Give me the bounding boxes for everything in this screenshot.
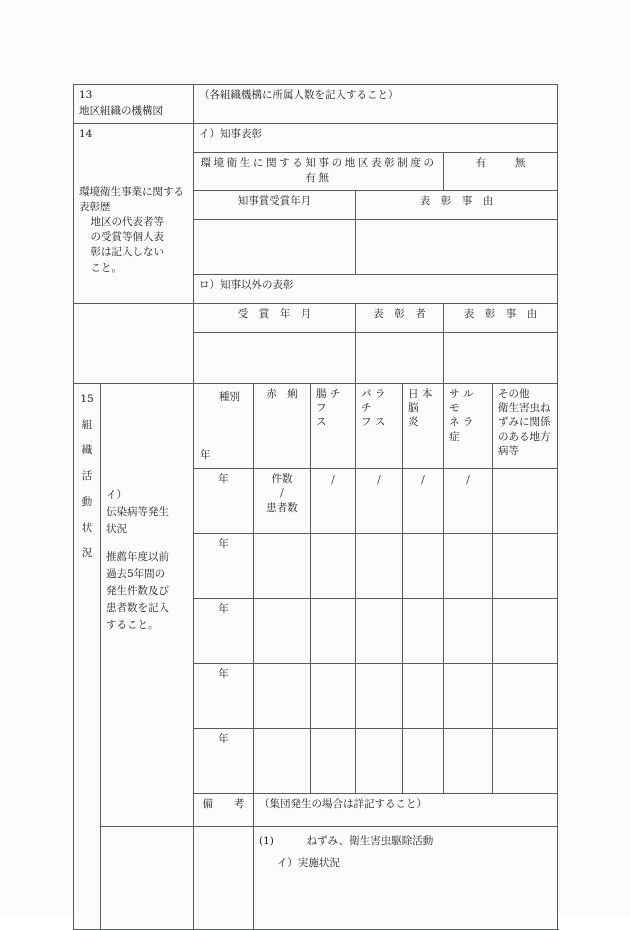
- disease-column-header-paratyphoid: [356, 384, 403, 469]
- subsection-15-i-instr-1: 推薦年度以前: [106, 551, 169, 564]
- item-1-sub-label: イ）実施状況: [276, 857, 340, 870]
- subsection-15-i-instr-4: 患者数を記入: [106, 601, 169, 614]
- section-15-vchar-0: 組: [81, 418, 93, 431]
- row-item-1: [74, 827, 558, 930]
- disease-row-5-other[interactable]: [493, 729, 558, 794]
- row-section-15-disease-header: [74, 384, 558, 469]
- section-14-title: 環境衛生事業に関する表彰歴: [79, 185, 184, 213]
- other-award-reason-header-text: 表 彰 事 由: [463, 308, 538, 320]
- section-15-vchar-3: 動: [81, 495, 93, 508]
- disease-row-4-year[interactable]: [194, 664, 254, 729]
- award-system-question-cell: [194, 152, 444, 191]
- disease-row-1-sekiri-cases-label: 件数: [271, 473, 293, 485]
- other-award-giver-header-text: 表 彰 者: [373, 308, 426, 320]
- other-award-reason-header: [444, 304, 558, 333]
- disease-row-5-typhoid[interactable]: [311, 729, 356, 794]
- disease-row-1-salmonella-divider: /: [466, 473, 470, 486]
- section-15-vertical-label-lower: [101, 827, 194, 930]
- other-award-giver-input[interactable]: [356, 333, 444, 384]
- disease-row-1-sekiri[interactable]: [254, 469, 311, 534]
- section-15-vertical-label: [74, 384, 101, 930]
- disease-row-1-salmonella[interactable]: [444, 469, 493, 534]
- governor-award-reason-input[interactable]: [356, 220, 558, 275]
- disease-row-5-paratyphoid[interactable]: [356, 729, 403, 794]
- disease-row-4-typhoid[interactable]: [311, 664, 356, 729]
- section-14-note-line-2: の受賞等個人表: [90, 231, 165, 244]
- answer-yes-option[interactable]: 有: [475, 156, 487, 169]
- answer-no-option[interactable]: 無: [514, 156, 526, 169]
- disease-row-2-salmonella[interactable]: [444, 534, 493, 599]
- other-award-reason-input[interactable]: [444, 333, 558, 384]
- section-15-vchar-2: 活: [81, 470, 93, 483]
- remarks-instruction: （集団発生の場合は詳記すること）: [259, 798, 427, 810]
- disease-column-header-typhoid: [311, 384, 356, 469]
- section-15-vertical-text: [79, 387, 95, 567]
- other-award-date-header-text: 受 賞 年 月: [237, 308, 312, 320]
- disease-column-header-encephalitis: [403, 384, 444, 469]
- disease-column-header-paratyphoid-line-1: パ ラ チ: [361, 388, 386, 415]
- subsection-15-i-instr-2: 過去5年間の: [106, 568, 166, 581]
- row-section-13: [74, 85, 558, 124]
- disease-row-5-salmonella[interactable]: [444, 729, 493, 794]
- disease-row-3-sekiri[interactable]: [254, 599, 311, 664]
- disease-column-header-encephalitis-line-1: 日 本 脳: [408, 388, 433, 415]
- disease-row-2-other[interactable]: [493, 534, 558, 599]
- subsection-ro-label: ロ）知事以外の表彰: [199, 279, 294, 291]
- other-award-date-input[interactable]: [194, 333, 356, 384]
- disease-table-corner-year-label: 年: [200, 449, 211, 462]
- section-14-note-line-4: こと。: [90, 261, 123, 274]
- subsection-15-i-label: イ）: [106, 489, 127, 501]
- disease-row-2-sekiri[interactable]: [254, 534, 311, 599]
- disease-row-4-salmonella[interactable]: [444, 664, 493, 729]
- section-13-number: 13: [79, 89, 93, 101]
- disease-row-2-year-label: 年: [218, 538, 229, 550]
- item-1-title: ねずみ、衛生害虫駆除活動: [306, 835, 434, 847]
- disease-column-header-other-line-2: 衛生害虫ね: [498, 402, 551, 415]
- subsection-ro-label-cell: [194, 275, 558, 304]
- governor-award-date-header-text: 知事賞受賞年月: [237, 195, 312, 207]
- disease-row-3-typhoid[interactable]: [311, 599, 356, 664]
- item-1-content-cell: [254, 827, 558, 930]
- disease-row-5-encephalitis[interactable]: [403, 729, 444, 794]
- other-award-giver-header: [356, 304, 444, 333]
- disease-row-1-year[interactable]: [194, 469, 254, 534]
- disease-table-corner-cell: [194, 384, 254, 469]
- disease-column-header-sekiri-text: 赤 痢: [266, 388, 298, 400]
- subsection-15-i-description: [101, 384, 194, 827]
- form-table: [73, 84, 558, 930]
- disease-column-header-salmonella-line-1: サ ル モ: [449, 388, 474, 415]
- disease-row-2-encephalitis[interactable]: [403, 534, 444, 599]
- section-15-vchar-5: 況: [81, 547, 93, 560]
- award-system-question: 環境衛生に関する知事の地区表彰制度の有無: [200, 156, 437, 185]
- section-13-instruction-cell: [194, 85, 558, 124]
- governor-award-date-input[interactable]: [194, 220, 356, 275]
- disease-row-1-typhoid-divider: /: [331, 473, 335, 486]
- disease-row-3-year-label: 年: [218, 603, 229, 615]
- section-13-instruction: （各組織機構に所属人数を記入すること）: [199, 89, 399, 101]
- disease-row-3-paratyphoid[interactable]: [356, 599, 403, 664]
- section-13-label: [74, 85, 194, 124]
- governor-award-date-header: [194, 191, 356, 220]
- governor-award-reason-header: [356, 191, 558, 220]
- disease-row-3-salmonella[interactable]: [444, 599, 493, 664]
- section-15-vchar-1: 織: [81, 444, 93, 457]
- disease-column-header-other-line-1: その他: [498, 388, 530, 400]
- item-1-number: (1): [259, 835, 274, 847]
- section-15-number: 15: [80, 393, 94, 405]
- disease-row-1-encephalitis-divider: /: [421, 473, 425, 486]
- remarks-label: 備 考: [202, 798, 245, 810]
- disease-column-header-other-line-3: ずみに関係: [498, 416, 551, 429]
- disease-row-1-encephalitis[interactable]: [403, 469, 444, 534]
- disease-row-4-other[interactable]: [493, 664, 558, 729]
- subsection-15-i-instr-5: すること。: [106, 618, 159, 631]
- disease-column-header-paratyphoid-line-2: フ ス: [361, 416, 386, 429]
- section-14-note-line-1: 地区の代表者等: [90, 215, 165, 228]
- subsection-15-i-instr-3: 発生件数及び: [106, 584, 169, 597]
- disease-row-1-sekiri-patients-label: 患者数: [266, 502, 298, 515]
- section-13-title: 地区組織の機構図: [79, 104, 163, 117]
- disease-row-1-paratyphoid[interactable]: [356, 469, 403, 534]
- disease-row-2-typhoid[interactable]: [311, 534, 356, 599]
- subsection-15-i-title-2: 状況: [106, 522, 127, 535]
- disease-row-1-paratyphoid-divider: /: [377, 473, 381, 486]
- row-section-14-i-label: [74, 123, 558, 152]
- award-system-answer-cell[interactable]: [444, 152, 558, 191]
- subsection-i-label: イ）知事表彰: [199, 127, 262, 140]
- disease-column-header-typhoid-line-2: ス: [316, 416, 327, 429]
- governor-award-reason-header-text: 表 彰 事 由: [419, 195, 494, 207]
- disease-row-1-year-label: 年: [218, 473, 229, 485]
- disease-row-2-year[interactable]: [194, 534, 254, 599]
- disease-row-1-typhoid[interactable]: [311, 469, 356, 534]
- disease-row-5-sekiri[interactable]: [254, 729, 311, 794]
- disease-column-header-salmonella: [444, 384, 493, 469]
- disease-row-3-year[interactable]: [194, 599, 254, 664]
- disease-row-3-encephalitis[interactable]: [403, 599, 444, 664]
- subsection-15-i-spacer: [106, 537, 188, 549]
- row-other-award-headers: [74, 304, 558, 333]
- section-14-note-line-3: 彰は記入しない: [90, 246, 165, 259]
- section-14-number: 14: [79, 127, 93, 140]
- disease-column-header-salmonella-line-2: ネ ラ 症: [449, 416, 474, 443]
- disease-table-corner-type-label: 種別: [219, 391, 240, 403]
- disease-row-3-other[interactable]: [493, 599, 558, 664]
- other-award-date-header: [194, 304, 356, 333]
- disease-row-5-year[interactable]: [194, 729, 254, 794]
- section-14-label-cell: [74, 123, 194, 304]
- disease-column-header-other-line-5: 病等: [498, 444, 519, 457]
- disease-row-1-sekiri-divider: /: [280, 486, 284, 500]
- remarks-label-cell: [194, 794, 254, 827]
- disease-column-header-sekiri: [254, 384, 311, 469]
- subsection-i-label-cell: [194, 123, 558, 152]
- disease-column-header-typhoid-line-1: 腸 チ フ: [316, 388, 341, 415]
- disease-row-4-paratyphoid[interactable]: [356, 664, 403, 729]
- disease-row-5-year-label: 年: [218, 733, 229, 745]
- disease-row-1-other[interactable]: [493, 469, 558, 534]
- disease-column-header-encephalitis-line-2: 炎: [408, 416, 419, 429]
- section-14-label-cell-lower: [74, 304, 194, 384]
- item-1-left-spacer: [194, 827, 254, 930]
- remarks-input-cell[interactable]: [254, 794, 558, 827]
- subsection-15-i-title-1: 伝染病等発生: [106, 505, 169, 518]
- disease-row-4-year-label: 年: [218, 668, 229, 680]
- section-15-vchar-4: 状: [81, 521, 93, 534]
- disease-row-4-encephalitis[interactable]: [403, 664, 444, 729]
- disease-column-header-other: [493, 384, 558, 469]
- disease-row-4-sekiri[interactable]: [254, 664, 311, 729]
- disease-row-2-paratyphoid[interactable]: [356, 534, 403, 599]
- disease-column-header-other-line-4: のある地方: [498, 430, 551, 443]
- disease-row-1-sekiri-stack: [259, 472, 305, 515]
